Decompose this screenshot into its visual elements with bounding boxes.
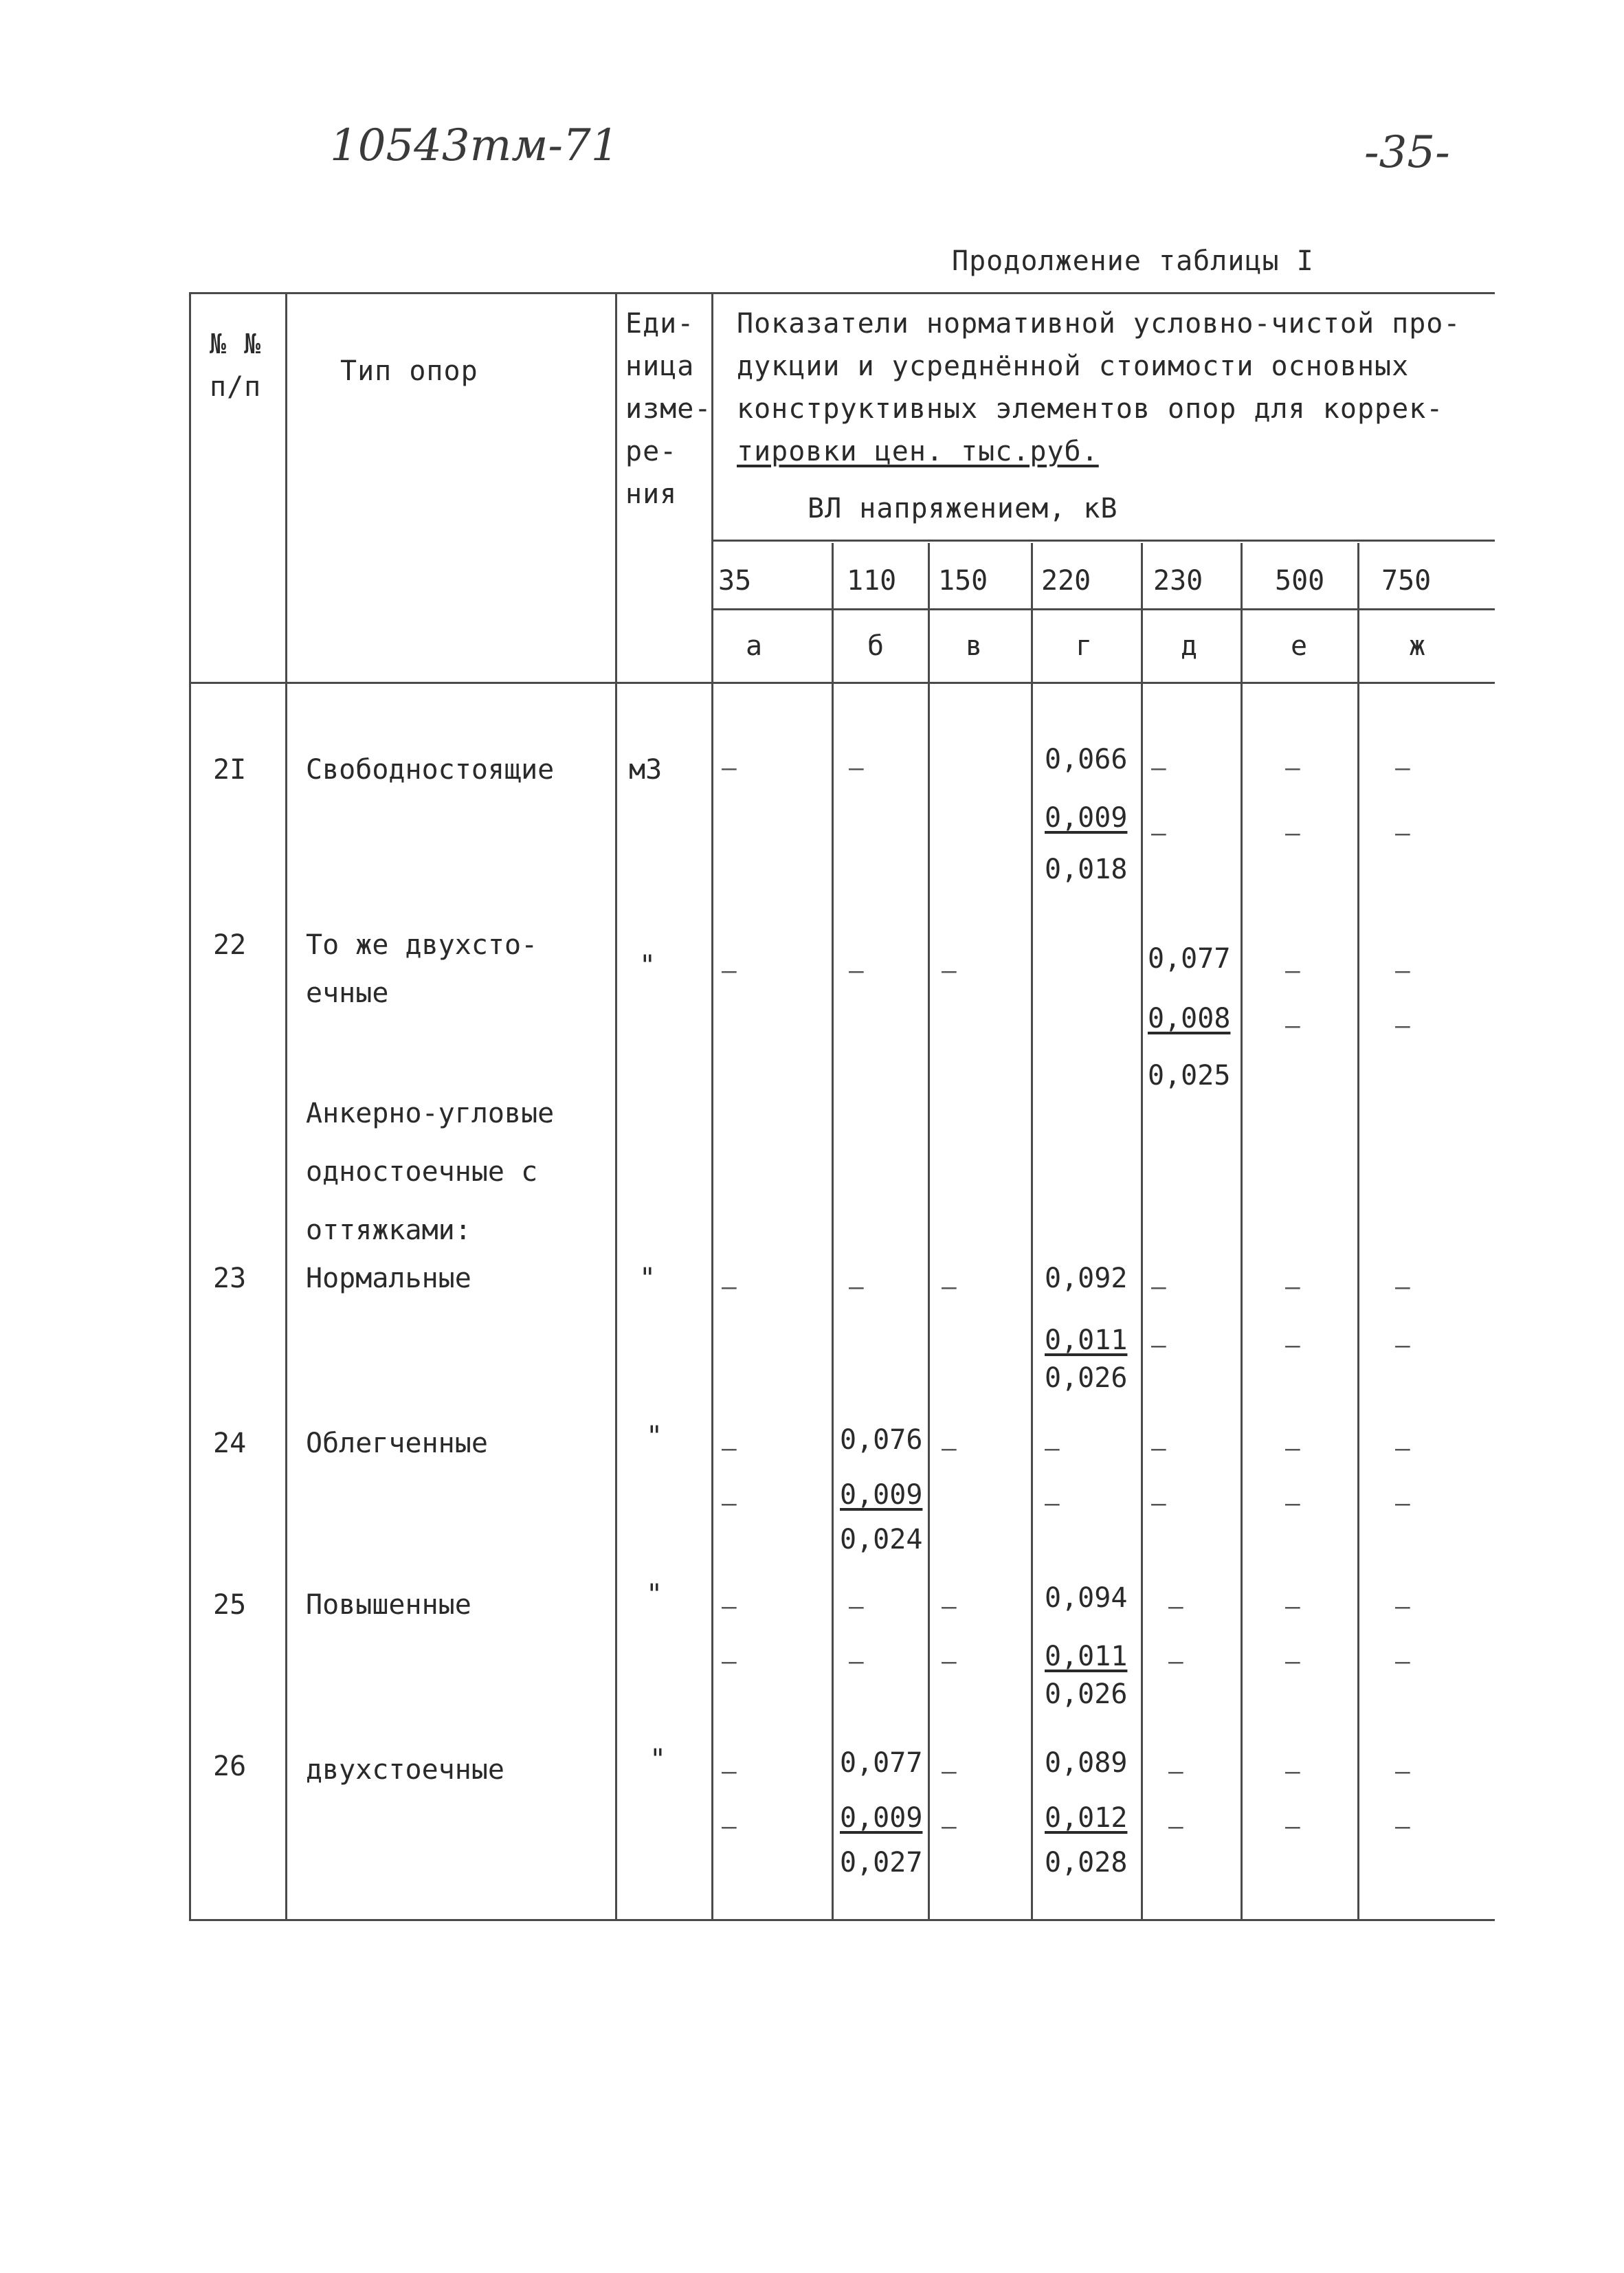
letter-zh: ж [1409, 630, 1426, 662]
value-220-main: 0,089 [1045, 1747, 1128, 1779]
empty-mark: – [1285, 1489, 1300, 1518]
value-220-part: 0,011 [1045, 1324, 1128, 1356]
empty-mark: – [1285, 1648, 1300, 1676]
value-220-main: 0,094 [1045, 1582, 1128, 1614]
voltage-230: 230 [1153, 565, 1203, 597]
empty-mark: – [849, 754, 864, 782]
empty-mark: – [942, 1593, 957, 1621]
empty-mark: – [722, 1812, 737, 1841]
value-230-part: 0,025 [1148, 1060, 1231, 1091]
row-type: Повышенные [306, 1589, 471, 1621]
empty-mark: – [1395, 1648, 1410, 1676]
value-220-part: 0,026 [1045, 1678, 1128, 1710]
header-voltage-label: ВЛ напряжением, кВ [808, 493, 1118, 524]
empty-mark: – [1045, 1434, 1060, 1463]
empty-mark: – [1285, 1273, 1300, 1301]
empty-mark: – [1285, 754, 1300, 782]
voltage-750: 750 [1381, 565, 1432, 597]
empty-mark: – [942, 1758, 957, 1786]
empty-mark: – [1168, 1648, 1183, 1676]
empty-mark: – [1285, 1434, 1300, 1463]
value-220-part: 0,018 [1045, 854, 1128, 885]
empty-mark: – [1285, 1331, 1300, 1360]
header-num: № № п/п [210, 329, 262, 403]
empty-mark: – [1168, 1812, 1183, 1841]
empty-mark: – [1395, 1489, 1410, 1518]
row-type: Свободностоящие [306, 754, 555, 786]
empty-mark: – [1395, 1434, 1410, 1463]
value-230-main: 0,077 [1148, 943, 1231, 975]
value-220-part: 0,011 [1045, 1641, 1128, 1672]
empty-mark: – [722, 754, 737, 782]
empty-mark: – [1151, 754, 1166, 782]
empty-mark: – [1151, 1489, 1166, 1518]
empty-mark: – [1151, 1331, 1166, 1360]
empty-mark: – [1151, 819, 1166, 847]
value-110-main: 0,077 [840, 1747, 923, 1779]
empty-mark: – [849, 1648, 864, 1676]
header-unit: Еди- ница изме- ре- ния [625, 308, 712, 510]
empty-mark: – [942, 957, 957, 985]
row-unit: м3 [629, 754, 663, 786]
value-110-part: 0,009 [840, 1802, 923, 1834]
empty-mark: – [1151, 1434, 1166, 1463]
section-line: Анкерно-угловые [306, 1098, 555, 1129]
empty-mark: – [1045, 1489, 1060, 1518]
empty-mark: – [849, 957, 864, 985]
value-220-part: 0,028 [1045, 1847, 1128, 1878]
row-unit: " [646, 1421, 663, 1452]
empty-mark: – [1285, 1812, 1300, 1841]
row-number: 22 [213, 929, 247, 961]
empty-mark: – [1395, 1593, 1410, 1621]
empty-mark: – [722, 1758, 737, 1786]
empty-mark: – [849, 1593, 864, 1621]
empty-mark: – [1168, 1758, 1183, 1786]
row-type-cont: ечные [306, 977, 389, 1009]
empty-mark: – [722, 1593, 737, 1621]
letter-a: а [746, 630, 763, 662]
value-110-part: 0,009 [840, 1479, 923, 1511]
letter-e: е [1291, 630, 1308, 662]
empty-mark: – [722, 1434, 737, 1463]
empty-mark: – [1285, 1758, 1300, 1786]
empty-mark: – [942, 1812, 957, 1841]
empty-mark: – [942, 1434, 957, 1463]
letter-g: г [1076, 630, 1093, 662]
empty-mark: – [1168, 1593, 1183, 1621]
document-id: 10543тм-71 [330, 120, 619, 171]
value-220-part: 0,009 [1045, 802, 1128, 834]
empty-mark: – [1395, 1758, 1410, 1786]
header-type: Тип опор [340, 355, 478, 387]
row-unit: " [649, 1744, 667, 1775]
letter-b: б [867, 630, 885, 662]
value-110-part: 0,024 [840, 1524, 923, 1555]
row-unit: " [639, 950, 656, 982]
empty-mark: – [942, 1648, 957, 1676]
row-unit: " [646, 1579, 663, 1610]
header-indicators: Показатели нормативной условно-чистой про- дукции и усреднённой стоимости основных конструктивных элементов опор для коррек- тировки цен. тыс.руб. [737, 308, 1461, 467]
value-220-main: 0,092 [1045, 1263, 1128, 1294]
empty-mark: – [1285, 1012, 1300, 1040]
empty-mark: – [722, 1489, 737, 1518]
row-type: Облегченные [306, 1428, 488, 1459]
voltage-500: 500 [1275, 565, 1325, 597]
value-230-part: 0,008 [1148, 1003, 1231, 1034]
value-220-main: 0,066 [1045, 744, 1128, 775]
letter-d: д [1181, 630, 1198, 662]
page-number: -35- [1364, 127, 1450, 178]
empty-mark: – [1395, 1273, 1410, 1301]
empty-mark: – [722, 1648, 737, 1676]
row-type: То же двухсто- [306, 929, 538, 961]
section-line: одностоечные с [306, 1156, 538, 1188]
empty-mark: – [1285, 1593, 1300, 1621]
voltage-35: 35 [718, 565, 752, 597]
empty-mark: – [1285, 819, 1300, 847]
empty-mark: – [1285, 957, 1300, 985]
empty-mark: – [722, 1273, 737, 1301]
voltage-150: 150 [938, 565, 988, 597]
row-number: 24 [213, 1428, 247, 1459]
empty-mark: – [1395, 957, 1410, 985]
empty-mark: – [722, 957, 737, 985]
empty-mark: – [1395, 819, 1410, 847]
empty-mark: – [1395, 1331, 1410, 1360]
empty-mark: – [942, 1273, 957, 1301]
voltage-110: 110 [847, 565, 897, 597]
row-type: двухстоечные [306, 1754, 504, 1786]
empty-mark: – [849, 1273, 864, 1301]
value-110-main: 0,076 [840, 1424, 923, 1456]
row-number: 23 [213, 1263, 247, 1294]
row-number: 26 [213, 1751, 247, 1782]
voltage-220: 220 [1041, 565, 1091, 597]
row-number: 25 [213, 1589, 247, 1621]
letter-v: в [966, 630, 983, 662]
value-220-part: 0,012 [1045, 1802, 1128, 1834]
empty-mark: – [1151, 1273, 1166, 1301]
row-unit: " [639, 1263, 656, 1294]
empty-mark: – [1395, 754, 1410, 782]
section-line: оттяжками: [306, 1215, 471, 1246]
row-type: Нормальные [306, 1263, 471, 1294]
empty-mark: – [1395, 1012, 1410, 1040]
continuation-title: Продолжение таблицы I [952, 245, 1314, 277]
row-number: 2I [213, 754, 247, 786]
value-110-part: 0,027 [840, 1847, 923, 1878]
value-220-part: 0,026 [1045, 1362, 1128, 1394]
empty-mark: – [1395, 1812, 1410, 1841]
